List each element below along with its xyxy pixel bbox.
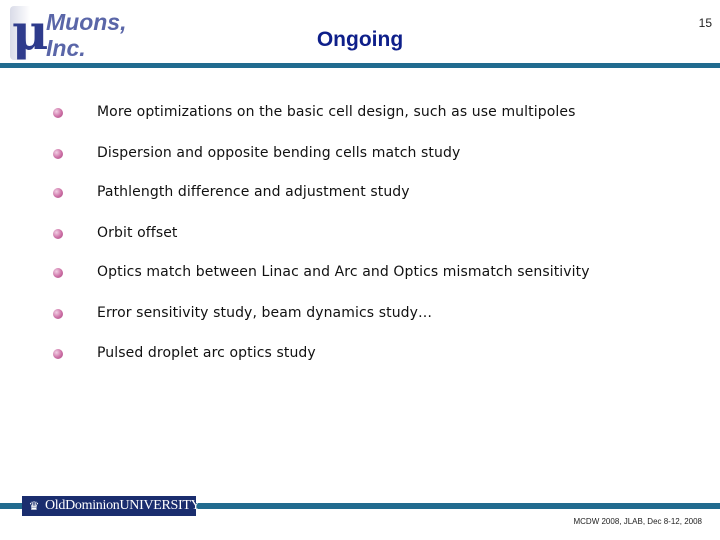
bullet-icon	[53, 268, 63, 278]
bullet-item	[0, 222, 720, 246]
bullet-text: Pathlength difference and adjustment study	[97, 184, 410, 200]
bullet-text: Error sensitivity study, beam dynamics study…	[97, 305, 433, 321]
bullet-item	[0, 261, 720, 285]
logo-text-line1: Muons,	[46, 9, 127, 35]
bullet-text: Orbit offset	[97, 225, 178, 241]
university-name: OldDominionUNIVERSITY	[45, 498, 201, 513]
bullet-icon	[53, 309, 63, 319]
old-dominion-university-logo	[22, 496, 201, 516]
bullet-text: More optimizations on the basic cell design, such as use multipoles	[97, 104, 576, 120]
mu-symbol: μ	[12, 2, 49, 61]
logo-text-line2: Inc.	[46, 35, 86, 61]
bullet-item	[0, 342, 720, 366]
bullet-icon	[53, 188, 63, 198]
bullet-text: Dispersion and opposite bending cells match study	[97, 145, 461, 161]
bullet-item	[0, 302, 720, 326]
bullet-item	[0, 101, 720, 125]
bullet-item	[0, 181, 720, 205]
bullet-icon	[53, 349, 63, 359]
footer-citation: MCDW 2008, JLAB, Dec 8-12, 2008	[573, 517, 702, 526]
header-divider	[0, 63, 720, 68]
page-number: 15	[698, 16, 712, 30]
bullet-icon	[53, 108, 63, 118]
bullet-icon	[53, 229, 63, 239]
crown-icon: ♛	[28, 499, 40, 513]
slide-title: Ongoing	[316, 28, 404, 51]
bullet-item	[0, 142, 720, 166]
bullet-text: Pulsed droplet arc optics study	[97, 345, 316, 361]
bullet-icon	[53, 149, 63, 159]
bullet-text: Optics match between Linac and Arc and Optics mismatch sensitivity	[97, 264, 590, 280]
